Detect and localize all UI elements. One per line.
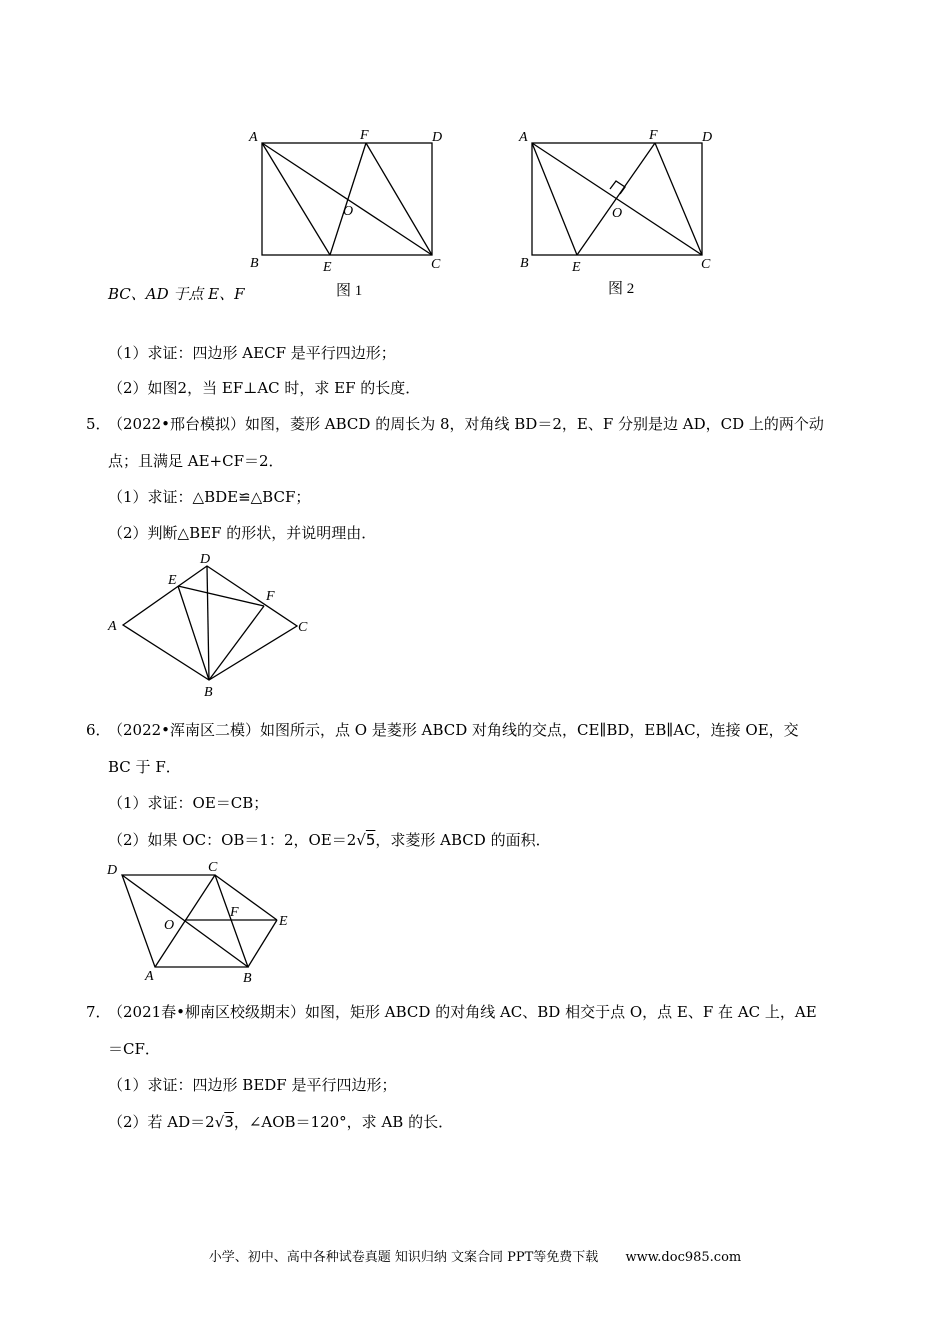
figure-1 xyxy=(245,125,460,305)
segment-ef xyxy=(330,143,366,255)
q7-line1: （2021春•柳南区校级期末）如图，矩形 ABCD 的对角线 AC、BD 相交于点 O，点 E、F 在 AC 上，AE xyxy=(108,1003,817,1021)
label-a: A xyxy=(108,619,117,634)
q7-part2-text-b: ，∠AOB＝120°，求 AB 的长． xyxy=(233,1113,454,1131)
q5-part1: （1）求证：△BDE≌△BCF； xyxy=(108,488,311,506)
label-f: F xyxy=(649,128,658,143)
label-a: A xyxy=(249,130,258,145)
label-e: E xyxy=(323,260,332,275)
q6-sqrt-radicand: 5 xyxy=(365,831,376,849)
label-e: E xyxy=(168,573,177,588)
caption-fig2: 图 2 xyxy=(608,281,635,297)
q6-figure xyxy=(100,855,300,990)
footer-text: 小学、初中、高中各种试卷真题 知识归纳 文案合同 PPT等免费下载 xyxy=(208,1250,599,1265)
diagonal-ac xyxy=(262,143,432,255)
label-b: B xyxy=(243,971,252,986)
sqrt-symbol: √ xyxy=(356,831,366,849)
diagonal-ac xyxy=(532,143,702,255)
q6-part2-text-a: （2）如果 OC：OB＝1：2，OE＝2 xyxy=(108,831,357,849)
q5-part2: （2）判断△BEF 的形状，并说明理由． xyxy=(108,524,377,542)
page-footer xyxy=(0,1246,950,1265)
sqrt-symbol: √ xyxy=(214,1113,225,1131)
q5-line1: （2022•邢台模拟）如图，菱形 ABCD 的周长为 8，对角线 BD＝2，E、F 分别是边 AD，CD 上的两个动 xyxy=(108,415,824,433)
label-f: F xyxy=(230,905,239,920)
label-b: B xyxy=(250,256,259,271)
label-d: D xyxy=(200,552,211,567)
partial-question-text: BC、AD 于点 E、F xyxy=(108,285,245,303)
label-e: E xyxy=(279,914,288,929)
segment-ae xyxy=(262,143,330,255)
q6-part2 xyxy=(108,830,551,850)
right-angle-mark xyxy=(610,181,625,194)
q5-number: 5． xyxy=(86,415,111,433)
q4-part2: （2）如图2，当 EF⊥AC 时，求 EF 的长度． xyxy=(108,379,421,397)
q7-line2: ＝CF． xyxy=(108,1040,160,1058)
footer-url[interactable]: www.doc985.com xyxy=(625,1250,742,1265)
segment-ae xyxy=(532,143,577,255)
q6-line1: （2022•浑南区二模）如图所示，点 O 是菱形 ABCD 对角线的交点，CE∥BD，EB∥AC，连接 OE，交 xyxy=(108,721,799,739)
segment-bf xyxy=(209,606,264,680)
segment-fc xyxy=(655,143,702,255)
segment-ef xyxy=(577,143,655,255)
label-e: E xyxy=(572,260,581,275)
segment-eb xyxy=(248,920,277,967)
q7-part1: （1）求证：四边形 BEDF 是平行四边形； xyxy=(108,1076,397,1094)
label-f: F xyxy=(360,128,369,143)
q7-number: 7． xyxy=(86,1003,111,1021)
q7-sqrt-radicand: 3 xyxy=(224,1113,234,1131)
label-c: C xyxy=(431,257,441,272)
q5-figure xyxy=(105,548,320,703)
segment-ce xyxy=(215,875,277,920)
label-b: B xyxy=(520,256,529,271)
q7-part2-text-a: （2）若 AD＝2 xyxy=(108,1113,215,1131)
label-a: A xyxy=(145,969,154,984)
q6-part2-text-b: ，求菱形 ABCD 的面积． xyxy=(375,831,551,849)
caption-fig1: 图 1 xyxy=(336,283,363,299)
label-d: D xyxy=(702,130,713,145)
label-o: O xyxy=(164,918,175,933)
diagonal-bd xyxy=(122,875,248,967)
label-d: D xyxy=(432,130,443,145)
label-o: O xyxy=(343,204,354,219)
segment-be xyxy=(178,586,209,680)
label-f: F xyxy=(266,589,275,604)
rhombus-abcd xyxy=(123,566,297,680)
label-c: C xyxy=(208,860,218,875)
diagonal-bd xyxy=(207,566,209,680)
segment-fc xyxy=(366,143,432,255)
q4-part1: （1）求证：四边形 AECF 是平行四边形； xyxy=(108,344,396,362)
q7-part2 xyxy=(108,1112,453,1132)
label-c: C xyxy=(701,257,711,272)
q6-line2: BC 于 F． xyxy=(108,758,181,776)
label-d: D xyxy=(107,863,118,878)
q6-number: 6． xyxy=(86,721,111,739)
figure-2 xyxy=(515,125,730,305)
q6-part1: （1）求证：OE＝CB； xyxy=(108,794,269,812)
label-c: C xyxy=(298,620,308,635)
label-b: B xyxy=(204,685,213,700)
q5-line2: 点；且满足 AE+CF＝2． xyxy=(108,452,284,470)
label-o: O xyxy=(612,206,623,221)
label-a: A xyxy=(519,130,528,145)
